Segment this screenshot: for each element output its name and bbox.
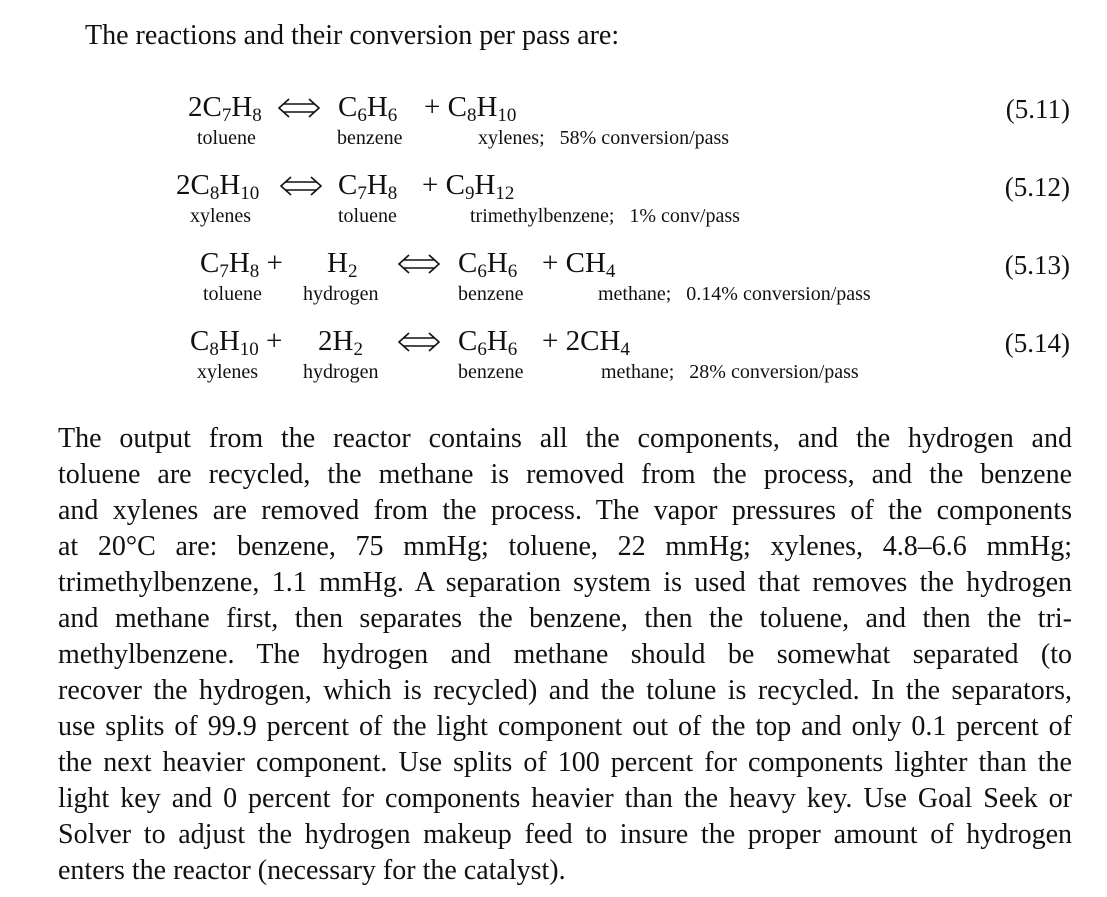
equilibrium-arrow-icon <box>278 176 324 196</box>
compound-label: hydrogen <box>303 283 379 305</box>
paragraph-line: at 20°C are: benzene, 75 mmHg; toluene, 22 mmHg; xylenes, 4.8–6.6 mmHg; <box>58 531 1072 562</box>
paragraph-line: methylbenzene. The hydrogen and methane should be somewhat separated (to <box>58 639 1072 670</box>
equilibrium-arrow-icon <box>396 332 442 352</box>
product-formula: + $C_8H_{10}$ <box>424 91 517 126</box>
paragraph-line: light key and 0 percent for components heavier than the heavy key. Use Goal Seek or <box>58 783 1072 814</box>
compound-label: xylenes <box>197 361 259 383</box>
product-formula: + $CH_4$ <box>542 247 616 282</box>
paragraph-line: trimethylbenzene, 1.1 mmHg. A separation system is used that removes the hydrogen <box>58 567 1072 598</box>
equation-number: (5.13) <box>1004 250 1070 280</box>
product-formula: $C_6H_6$ <box>458 247 518 282</box>
equation-number: (5.14) <box>1004 328 1070 358</box>
equilibrium-arrow-icon <box>276 98 322 118</box>
paragraph-line: The output from the reactor contains all the components, and the hydrogen and <box>58 423 1072 454</box>
paragraph-line: enters the reactor (necessary for the catalyst). <box>58 855 566 886</box>
compound-label: benzene <box>458 361 524 383</box>
product-formula: + $2CH_4$ <box>542 325 630 360</box>
equation-number: (5.11) <box>1005 94 1070 124</box>
reactant-formula: $2C_7H_8$ <box>188 91 262 126</box>
paragraph-line: toluene are recycled, the methane is removed from the process, and the benzene <box>58 459 1072 490</box>
equation-number: (5.12) <box>1004 172 1070 202</box>
compound-label: toluene <box>338 205 397 227</box>
paragraph-line: and methane first, then separates the benzene, then the toluene, and then the tri- <box>58 603 1072 634</box>
compound-label: toluene <box>197 127 256 149</box>
reactant-formula: $2C_8H_{10}$ <box>176 169 260 204</box>
compound-label: toluene <box>203 283 262 305</box>
compound-label: benzene <box>458 283 524 305</box>
equation-5-12 <box>0 168 1107 238</box>
compound-label: xylenes; 58% conversion/pass <box>478 127 730 149</box>
equation-5-13 <box>0 246 1107 316</box>
compound-label: hydrogen <box>303 361 379 383</box>
product-formula: $C_6H_6$ <box>338 91 398 126</box>
reactant-formula: $2H_2$ <box>318 325 363 360</box>
compound-label: trimethylbenzene; 1% conv/pass <box>470 205 740 227</box>
reactant-formula: $C_7H_8$ + <box>200 247 283 282</box>
equation-5-14 <box>0 324 1107 394</box>
product-formula: $C_7H_8$ <box>338 169 398 204</box>
reactant-formula: $H_2$ <box>327 247 358 282</box>
paragraph-line: use splits of 99.9 percent of the light component out of the top and only 0.1 percent of <box>58 711 1072 742</box>
paragraph-line: Solver to adjust the hydrogen makeup feed to insure the proper amount of hydrogen <box>58 819 1072 850</box>
product-formula: $C_6H_6$ <box>458 325 518 360</box>
paragraph-line: recover the hydrogen, which is recycled) and the tolune is recycled. In the separators, <box>58 675 1072 706</box>
body-paragraph <box>58 421 1072 889</box>
intro-text: The reactions and their conversion per pass are: <box>85 20 620 51</box>
product-formula: + $C_9H_{12}$ <box>422 169 515 204</box>
reactant-formula: $C_8H_{10}$ + <box>190 325 283 360</box>
paragraph-line: and xylenes are removed from the process. The vapor pressures of the components <box>58 495 1072 526</box>
equation-5-11 <box>0 90 1107 160</box>
compound-label: xylenes <box>190 205 252 227</box>
compound-label: methane; 28% conversion/pass <box>601 361 859 383</box>
compound-label: methane; 0.14% conversion/pass <box>598 283 871 305</box>
paragraph-line: the next heavier component. Use splits of 100 percent for components lighter than the <box>58 747 1072 778</box>
compound-label: benzene <box>337 127 403 149</box>
equilibrium-arrow-icon <box>396 254 442 274</box>
